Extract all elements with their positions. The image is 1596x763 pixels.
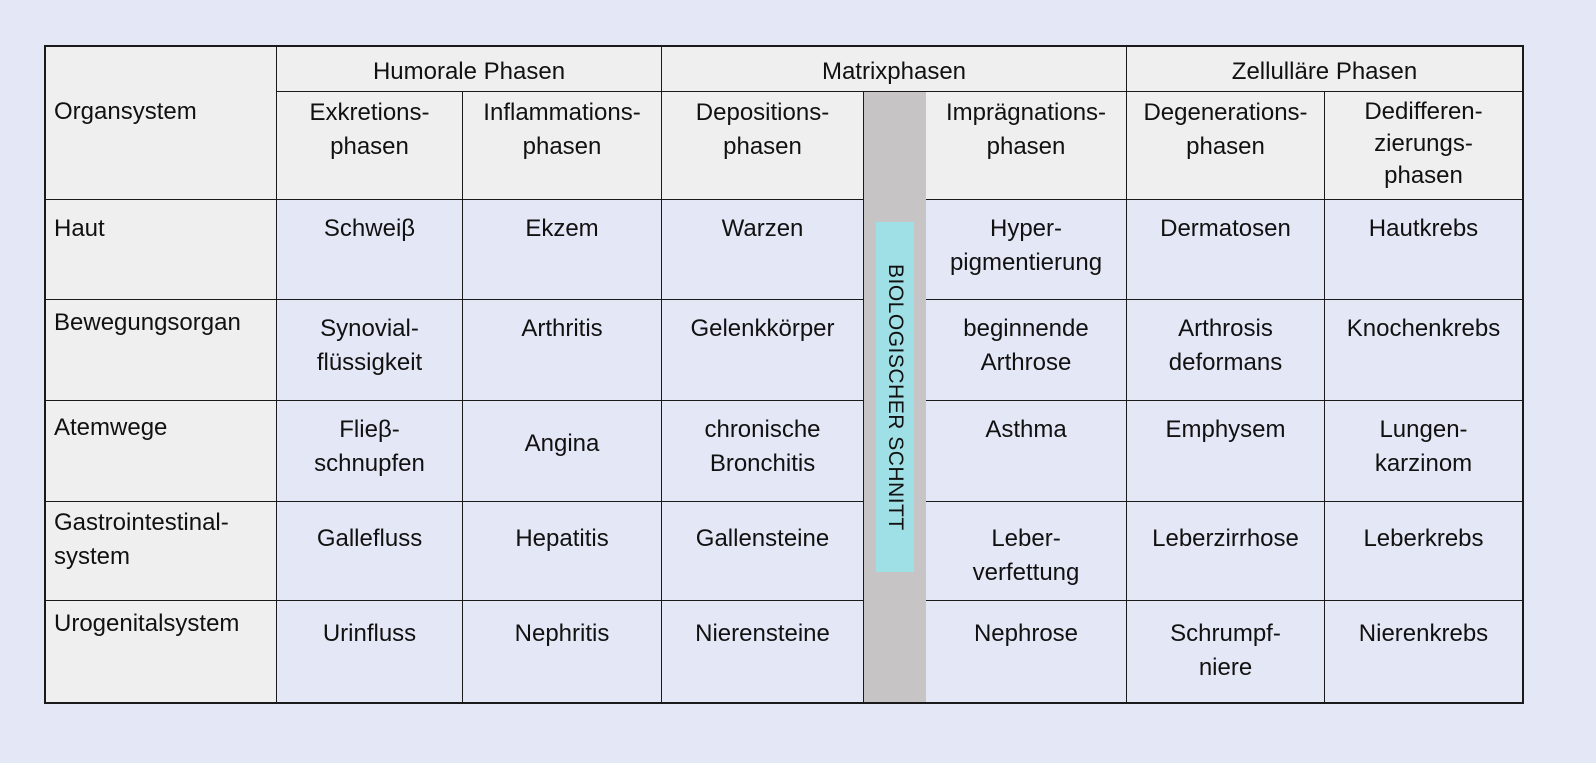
organ-cell: Haut xyxy=(46,200,277,300)
table-cell: beginnende Arthrose xyxy=(926,300,1127,401)
table-cell: Ekzem xyxy=(463,200,662,300)
table-cell: Emphysem xyxy=(1127,401,1325,502)
table-cell: Nephritis xyxy=(463,601,662,702)
phase-header-deposition: Depositions- phasen xyxy=(662,92,864,200)
table-cell: Schrumpf- niere xyxy=(1127,601,1325,702)
table-cell: Arthrosis deformans xyxy=(1127,300,1325,401)
organ-cell: Atemwege xyxy=(46,401,277,502)
table-cell: Urinfluss xyxy=(277,601,463,702)
organ-cell: Bewegungsorgan xyxy=(46,300,277,401)
table-cell: Flieβ- schnupfen xyxy=(277,401,463,502)
phase-header-inflammation: Inflammations- phasen xyxy=(463,92,662,200)
organ-header: Organsystem xyxy=(46,47,277,200)
table-cell: Asthma xyxy=(926,401,1127,502)
table-cell: Knochenkrebs xyxy=(1325,300,1522,401)
table-cell: Hautkrebs xyxy=(1325,200,1522,300)
table-cell: Warzen xyxy=(662,200,864,300)
table-cell: Leber- verfettung xyxy=(926,502,1127,601)
table-cell: Synovial- flüssigkeit xyxy=(277,300,463,401)
group-cellular: Zellulläre Phasen xyxy=(1127,47,1522,92)
table-cell: Lungen- karzinom xyxy=(1325,401,1522,502)
table-cell: Hepatitis xyxy=(463,502,662,601)
table-cell: Arthritis xyxy=(463,300,662,401)
group-humoral: Humorale Phasen xyxy=(277,47,662,92)
biological-cut-label: BIOLOGISCHER SCHNITT xyxy=(876,222,914,572)
phase-table-border xyxy=(44,45,1524,704)
phase-header-degeneration: Degenerations- phasen xyxy=(1127,92,1325,200)
table-cell: chronische Bronchitis xyxy=(662,401,864,502)
table-cell: Gallefluss xyxy=(277,502,463,601)
table-cell: Gelenkkörper xyxy=(662,300,864,401)
table-cell: Nierensteine xyxy=(662,601,864,702)
table-cell: Schweiβ xyxy=(277,200,463,300)
table-cell: Nephrose xyxy=(926,601,1127,702)
table-cell: Dermatosen xyxy=(1127,200,1325,300)
phase-header-impregnation: Imprägnations- phasen xyxy=(926,92,1127,200)
phase-header-excretion: Exkretions- phasen xyxy=(277,92,463,200)
table-cell: Hyper- pigmentierung xyxy=(926,200,1127,300)
table-cell: Leberkrebs xyxy=(1325,502,1522,601)
organ-cell: Gastrointestinal- system xyxy=(46,502,277,601)
group-matrix: Matrixphasen xyxy=(662,47,1127,92)
organ-cell: Urogenitalsystem xyxy=(46,601,277,702)
table-cell: Leberzirrhose xyxy=(1127,502,1325,601)
table-cell: Nierenkrebs xyxy=(1325,601,1522,702)
table-cell: Gallensteine xyxy=(662,502,864,601)
table-cell: Angina xyxy=(463,401,662,502)
phase-header-dedifferentiation: Dedifferen- zierungs- phasen xyxy=(1325,92,1522,200)
